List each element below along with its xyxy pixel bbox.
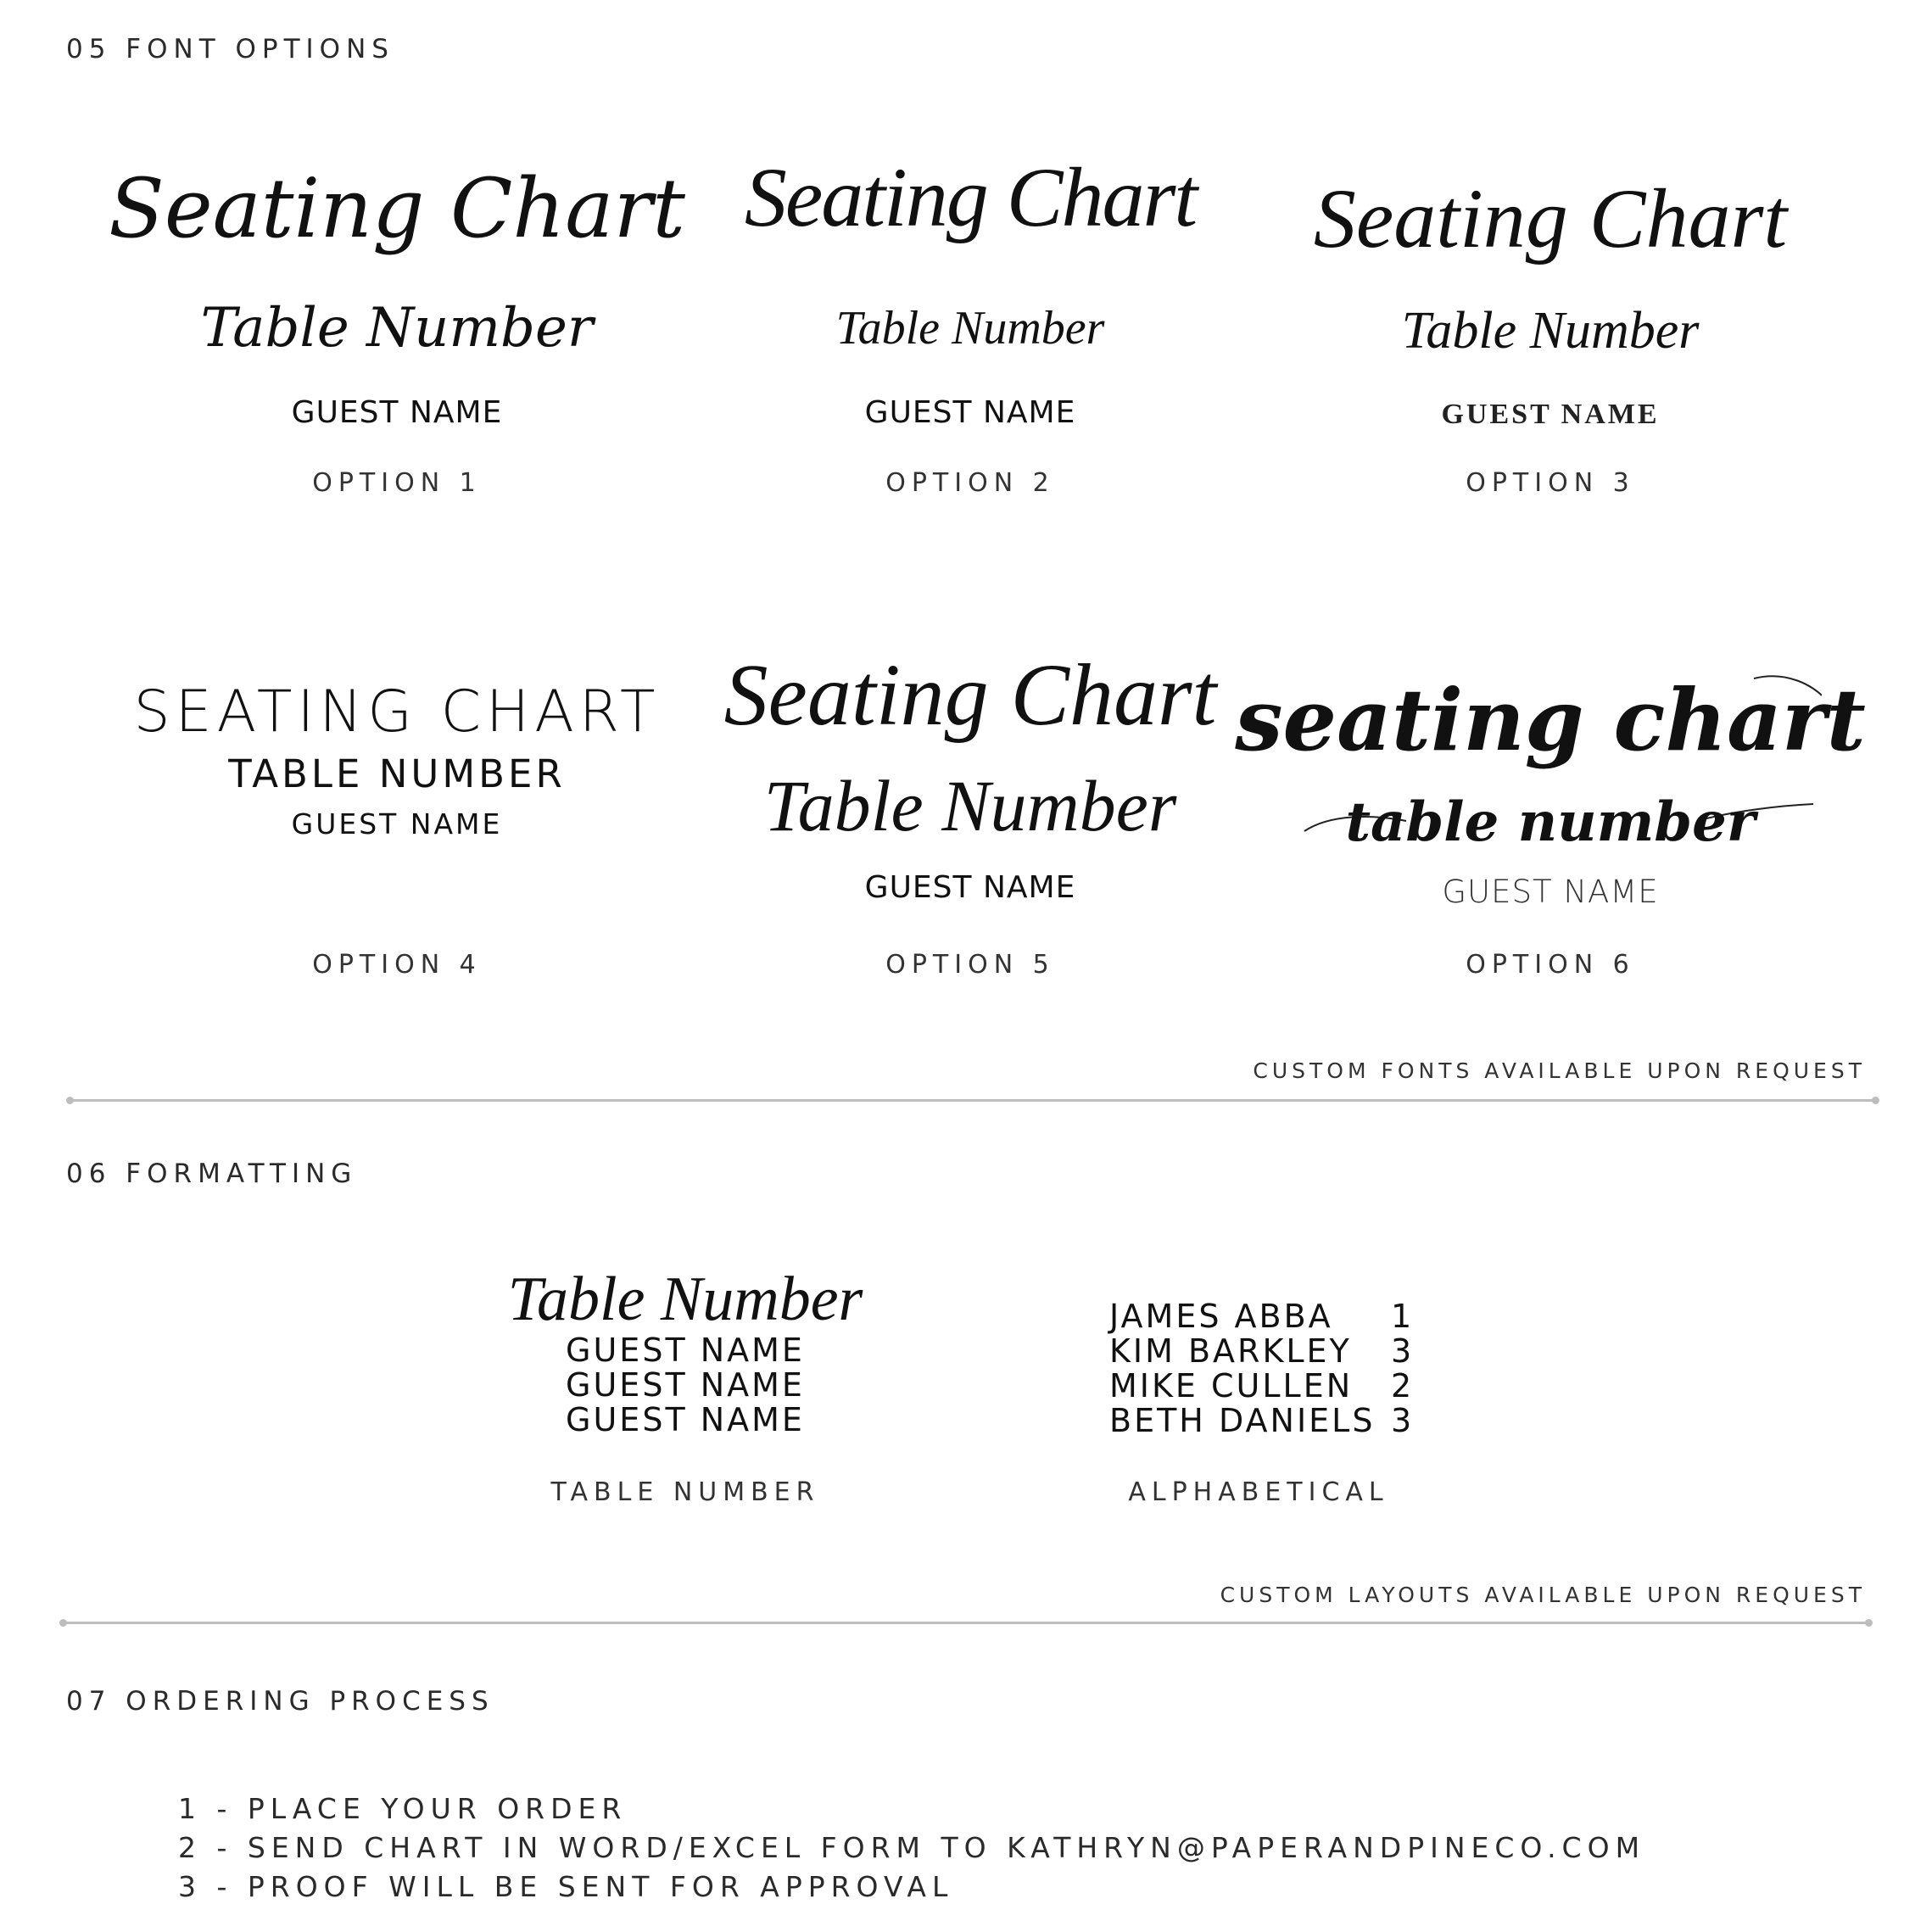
option-1-title: Seating Chart [109,161,685,256]
ordering-step: 1 - PLACE YOUR ORDER [178,1792,628,1825]
option-4-subtitle: TABLE NUMBER [228,751,566,796]
roster-row [1109,1334,1414,1369]
roster-table: 3 [1391,1332,1415,1370]
roster-table: 2 [1391,1367,1415,1404]
roster-name: KIM BARKLEY [1109,1332,1352,1370]
option-1-subtitle: Table Number [200,297,594,360]
option-6-guest: GUEST NAME [1442,874,1659,910]
option-4-guest: GUEST NAME [291,807,503,840]
option-5-subtitle: Table Number [763,765,1177,846]
alphabetical-roster [1109,1299,1414,1438]
ordering-steps [178,1790,1645,1907]
ordering-step: 2 - SEND CHART IN WORD/EXCEL FORM TO KATHRYN@PAPERANDPINECO.COM [178,1831,1646,1864]
roster-table: 3 [1391,1402,1415,1439]
guest-list [566,1333,805,1438]
option-6-subtitle: table number [1345,790,1756,854]
divider-1 [70,1099,1876,1102]
alphabetical-caption: ALPHABETICAL [1128,1477,1389,1507]
roster-name: MIKE CULLEN [1109,1367,1354,1404]
option-3-subtitle: Table Number [1401,302,1700,360]
option-6-label: OPTION 6 [1466,950,1635,980]
option-5-title: Seating Chart [723,646,1217,744]
option-4-title: SEATING CHART [133,678,661,745]
option-1-guest: GUEST NAME [291,395,503,430]
custom-fonts-note: CUSTOM FONTS AVAILABLE UPON REQUEST [1253,1058,1866,1083]
table-number-heading: Table Number [507,1265,863,1334]
guest-name: GUEST NAME [566,1332,805,1369]
custom-layouts-note: CUSTOM LAYOUTS AVAILABLE UPON REQUEST [1220,1583,1866,1607]
option-5-label: OPTION 5 [885,950,1055,980]
option-2-title: Seating Chart [744,150,1197,244]
divider-2 [63,1622,1869,1624]
roster-name: BETH DANIELS [1109,1402,1376,1439]
section-heading-ordering-process: 07 ORDERING PROCESS [66,1686,494,1717]
option-1-label: OPTION 1 [312,468,482,498]
guest-name: GUEST NAME [566,1366,805,1404]
section-heading-font-options: 05 FONT OPTIONS [66,34,394,64]
option-3-label: OPTION 3 [1466,468,1635,498]
option-3-guest: GUEST NAME [1441,399,1660,430]
guest-name: GUEST NAME [566,1401,805,1438]
roster-table: 1 [1391,1298,1415,1335]
roster-row [1109,1299,1414,1334]
option-2-subtitle: Table Number [835,302,1105,355]
roster-row [1109,1369,1414,1404]
option-6-title: seating chart [1235,670,1866,770]
option-4-label: OPTION 4 [312,950,482,980]
option-5-guest: GUEST NAME [864,870,1076,905]
section-heading-formatting: 06 FORMATTING [66,1159,358,1189]
table-number-caption: TABLE NUMBER [550,1477,820,1507]
ordering-step: 3 - PROOF WILL BE SENT FOR APPROVAL [178,1870,954,1903]
option-3-title: Seating Chart [1313,171,1788,265]
option-2-guest: GUEST NAME [864,395,1076,430]
roster-name: JAMES ABBA [1109,1298,1333,1335]
option-2-label: OPTION 2 [885,468,1055,498]
roster-row [1109,1404,1414,1438]
